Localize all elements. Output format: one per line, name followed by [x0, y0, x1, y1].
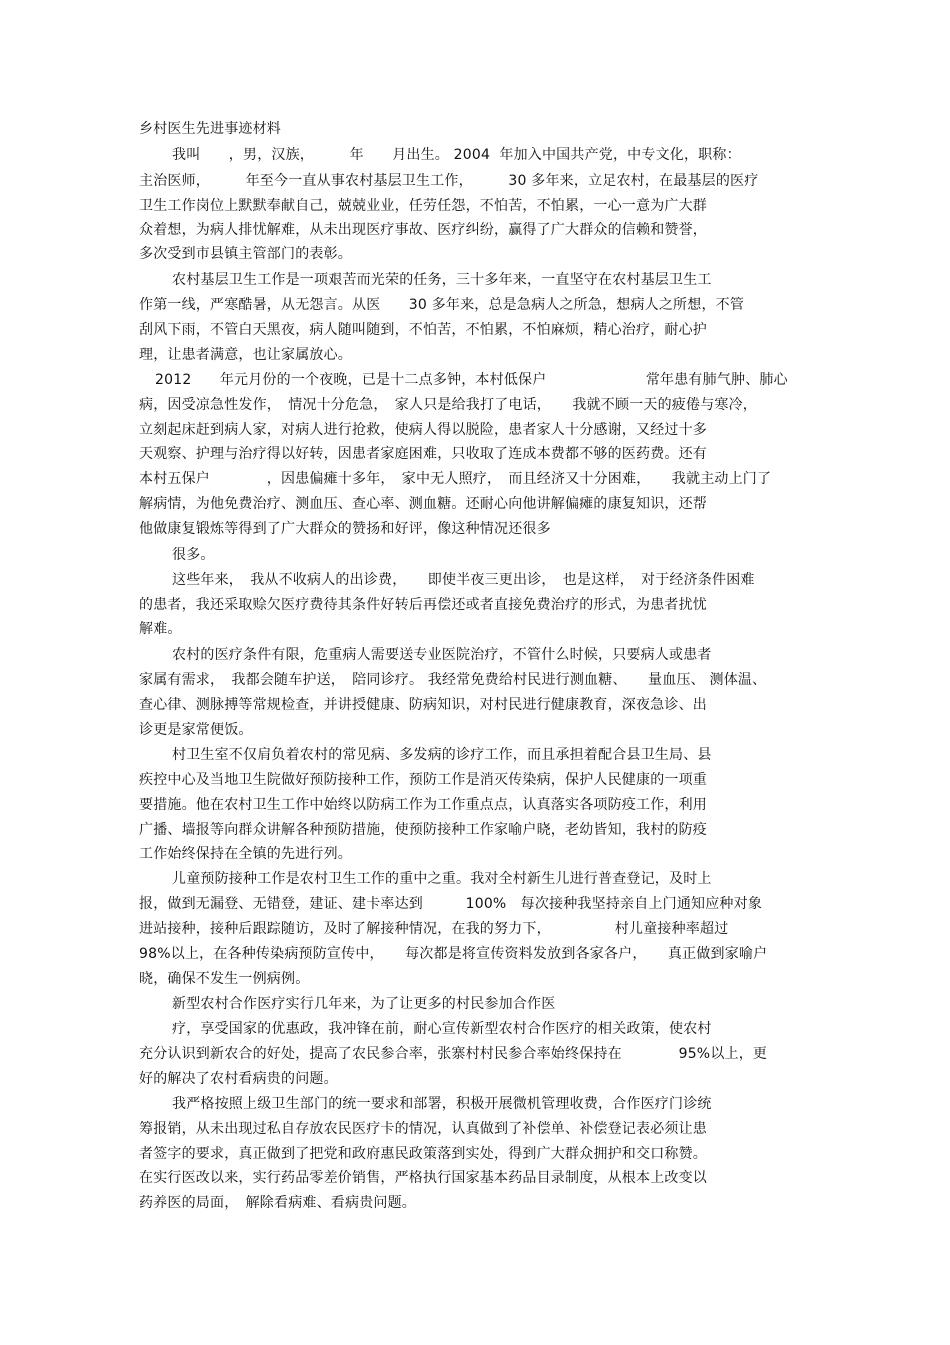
- text-line: 天观察、护理与治疗得以好转，因患者家庭困难，只收取了连成本费都不够的医药费。还有: [139, 446, 707, 462]
- document-title: 乡村医生先进事迹材料: [139, 121, 281, 137]
- text-line: 解病情，为他免费治疗、测血压、查心率、测血糖。还耐心向他讲解偏瘫的康复知识，还帮: [139, 496, 707, 512]
- text-line: 家属有需求， 我都会随车护送， 陪同诊疗。 我经常免费给村民进行测血糖、 量血压、 测体温、: [139, 672, 767, 688]
- text-line: 晓，确保不发生一例病例。: [139, 971, 310, 987]
- text-line: 理，让患者满意，也让家属放心。: [139, 347, 352, 363]
- text-line: 的患者，我还采取赊欠医疗费待其条件好转后再偿还或者直接免费治疗的形式，为患者扰忧: [139, 597, 707, 613]
- text-line: 好的解决了农村看病贵的问题。: [139, 1071, 338, 1087]
- text-line: 工作始终保持在全镇的先进行列。: [139, 846, 352, 862]
- text-line: 疗，享受国家的优惠政，我冲锋在前，耐心宣传新型农村合作医疗的相关政策，使农村: [172, 1021, 712, 1037]
- text-line: 刮风下雨，不管白天黑夜，病人随叫随到，不怕苦，不怕累，不怕麻烦，精心治疗，耐心护: [139, 322, 707, 338]
- text-line: 农村基层卫生工作是一项艰苦而光荣的任务，三十多年来，一直坚守在农村基层卫生工: [172, 272, 712, 288]
- text-line: 众着想，为病人排忧解难，从未出现医疗事故、医疗纠纷，赢得了广大群众的信赖和赞誉，: [139, 222, 707, 238]
- text-line: 98%以上，在各种传染病预防宣传中， 每次都是将宣传资料发放到各家各户， 真正做到家喻户: [139, 946, 768, 962]
- text-line: 作第一线，严寒酷暑，从无怨言。从医 30 多年来，总是急病人之所急，想病人之所想，不管: [139, 297, 745, 313]
- text-line: 在实行医改以来，实行药品零差价销售，严格执行国家基本药品目录制度，从根本上改变以: [139, 1170, 707, 1186]
- text-line: 药养医的局面， 解除看病难、看病贵问题。: [139, 1195, 416, 1211]
- text-line: 诊更是家常便饭。: [139, 722, 253, 738]
- text-line: 查心律、测脉搏等常规检查，并讲授健康、防病知识，对村民进行健康教育，深夜急诊、出: [139, 697, 707, 713]
- text-line: 2012 年元月份的一个夜晚，已是十二点多钟，本村低保户 常年患有肺气肿、肺心: [155, 372, 788, 388]
- text-line: 卫生工作岗位上默默奉献自己，兢兢业业，任劳任怨，不怕苦，不怕累，一心一意为广大群: [139, 198, 707, 214]
- text-line: 这些年来， 我从不收病人的出诊费， 即使半夜三更出诊， 也是这样， 对于经济条件困难: [172, 572, 755, 588]
- text-line: 报，做到无漏登、无错登，建证、建卡率达到 100% 每次接种我坚持亲自上门通知应种对象: [139, 896, 763, 912]
- text-line: 主治医师， 年至今一直从事农村基层卫生工作， 30 多年来，立足农村，在最基层的医疗: [139, 173, 759, 189]
- text-line: 疾控中心及当地卫生院做好预防接种工作，预防工作是消灭传染病，保护人民健康的一项重: [139, 772, 707, 788]
- text-line: 他做康复锻炼等得到了广大群众的赞扬和好评，像这种情况还很多: [139, 521, 551, 537]
- text-line: 者签字的要求，真正做到了把党和政府惠民政策落到实处，得到广大群众拥护和交口称赞。: [139, 1146, 707, 1162]
- text-line: 筹报销，从未出现过私自存放农民医疗卡的情况，认真做到了补偿单、补偿登记表必须让患: [139, 1121, 707, 1137]
- text-line: 村卫生室不仅肩负着农村的常见病、多发病的诊疗工作，而且承担着配合县卫生局、县: [172, 747, 712, 763]
- text-line: 我严格按照上级卫生部门的统一要求和部署，积极开展微机管理收费，合作医疗门诊统: [172, 1096, 712, 1112]
- text-line: 解难。: [139, 621, 182, 637]
- text-line: 儿童预防接种工作是农村卫生工作的重中之重。我对全村新生儿进行普查登记，及时上: [172, 871, 712, 887]
- text-line: 立刻起床赶到病人家，对病人进行抢救，使病人得以脱险，患者家人十分感谢，又经过十多: [139, 422, 707, 438]
- text-line: 充分认识到新农合的好处，提高了农民参合率，张寨村村民参合率始终保持在 95%以上，更: [139, 1046, 768, 1062]
- text-line: 很多。: [172, 547, 215, 563]
- text-line: 病，因受凉急性发作， 情况十分危急， 家人只是给我打了电话， 我就不顾一天的疲倦与寒冷，: [139, 397, 757, 413]
- text-line: 农村的医疗条件有限，危重病人需要送专业医院治疗，不管什么时候，只要病人或患者: [172, 647, 712, 663]
- text-line: 本村五保户 ，因患偏瘫十多年， 家中无人照疗， 而且经济又十分困难， 我就主动上门了: [139, 471, 772, 487]
- text-line: 我叫 ，男，汉族， 年 月出生。 2004 年加入中国共产党，中专文化，职称：: [172, 147, 741, 163]
- text-line: 进站接种，接种后跟踪随访，及时了解接种情况，在我的努力下， 村儿童接种率超过: [139, 921, 729, 937]
- text-line: 广播、墙报等向群众讲解各种预防措施，使预防接种工作家喻户晓，老幼皆知，我村的防疫: [139, 822, 707, 838]
- text-line: 要措施。他在农村卫生工作中始终以防病工作为工作重点点，认真落实各项防疫工作，利用: [139, 797, 707, 813]
- text-line: 新型农村合作医疗实行几年来，为了让更多的村民参加合作医: [172, 996, 556, 1012]
- text-line: 多次受到市县镇主管部门的表彰。: [139, 246, 352, 262]
